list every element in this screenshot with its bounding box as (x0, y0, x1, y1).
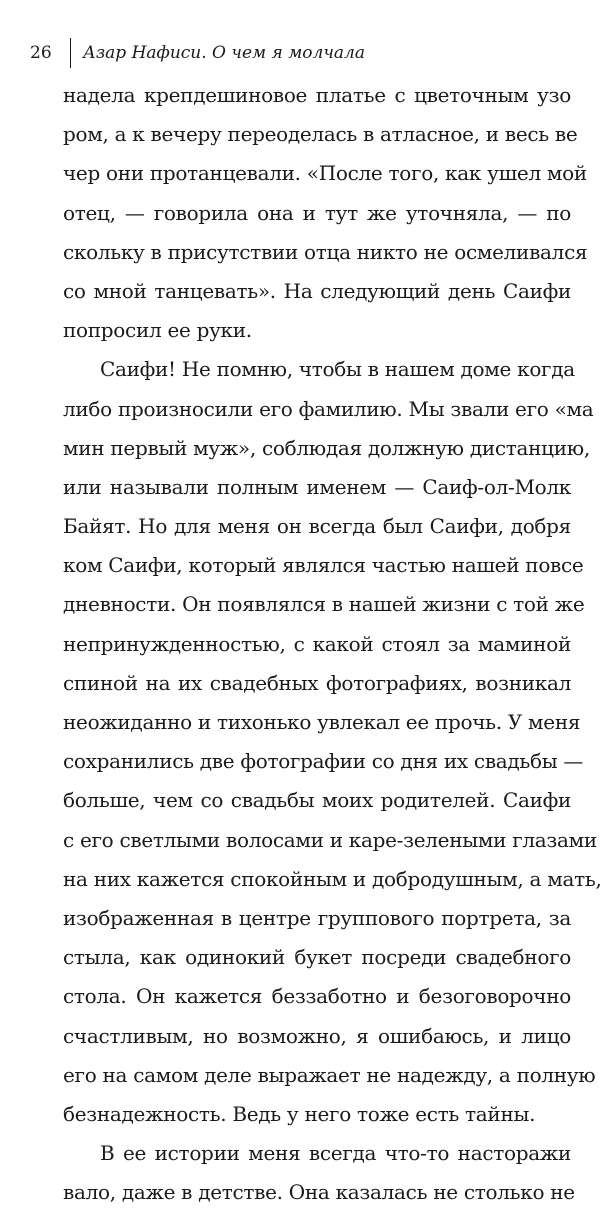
text-line: надела крепдешиновое платье с цветочным узо (63, 83, 571, 107)
text-line: дневности. Он появлялся в нашей жизни с той же (63, 592, 585, 617)
text-line: вало, даже в детстве. Она казалась не столько не (63, 1180, 575, 1205)
body-text (63, 76, 602, 1212)
running-title: Азар Нафиси. О чем я молчала (83, 43, 366, 63)
text-line: непринужденностью, с какой стоял за маминой (63, 631, 571, 656)
text-line: отец, — говорила она и тут же уточняла, — по (63, 200, 571, 225)
text-line: попросил ее руки. (63, 318, 252, 343)
text-line: безнадежность. Ведь у него тоже есть тайны. (63, 1101, 536, 1126)
text-line: сохранились две фотографии со дня их свадьбы — (63, 749, 584, 774)
text-line: с его светлыми волосами и каре-зелеными глазами (63, 827, 597, 852)
text-line: его на самом деле выражает не надежду, а полную (63, 1062, 596, 1087)
text-line: Байят. Но для меня он всегда был Саифи, добря (63, 514, 571, 539)
text-line: или называли полным именем — Саиф-ол-Молк (63, 474, 571, 499)
text-line: скольку в присутствии отца никто не осмеливался (63, 239, 588, 264)
text-line: со мной танцевать». На следующий день Саифи (63, 278, 571, 303)
text-line: неожиданно и тихонько увлекал ее прочь. У меня (63, 710, 581, 734)
text-line: ром, а к вечеру переоделась в атласное, и весь ве (63, 122, 578, 147)
text-line: на них кажется спокойным и добродушным, а мать, (63, 866, 602, 891)
header-divider (70, 38, 71, 68)
text-line: либо произносили его фамилию. Мы звали его «ма (63, 396, 594, 421)
text-line: стыла, как одинокий букет посреди свадебного (63, 945, 571, 970)
text-line: ком Саифи, который являлся частью нашей повсе (63, 553, 584, 578)
text-line: мин первый муж», соблюдая должную дистанцию, (63, 435, 590, 460)
text-line: спиной на их свадебных фотографиях, возникал (63, 670, 571, 695)
paragraph-first-line: Саифи! Не помню, чтобы в нашем доме когда (100, 357, 575, 382)
page-number: 26 (30, 43, 52, 63)
text-line: счастливым, но возможно, я ошибаюсь, и лицо (63, 1023, 571, 1048)
text-line: больше, чем со свадьбы моих родителей. Саифи (63, 788, 571, 813)
text-line: изображенная в центре группового портрета, за (63, 905, 571, 930)
text-line: стола. Он кажется беззаботно и безоговорочно (63, 984, 571, 1009)
text-line: чер они протанцевали. «После того, как ушел мой (63, 161, 587, 186)
running-head (30, 38, 365, 68)
paragraph-first-line: В ее истории меня всегда что-то насторажи (100, 1141, 571, 1166)
